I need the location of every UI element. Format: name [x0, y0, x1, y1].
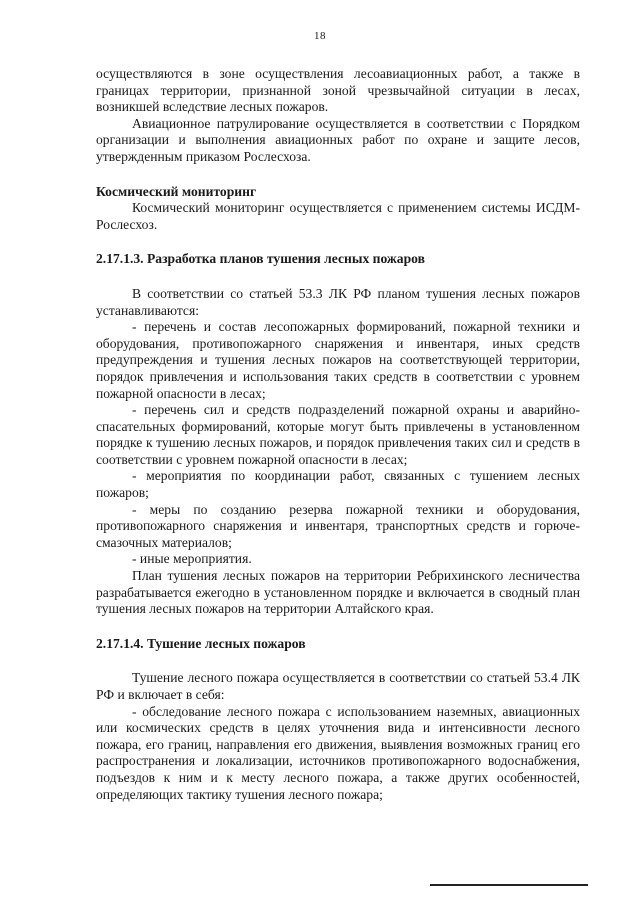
- list-item: - меры по созданию резерва пожарной техники и оборудования, противопожарного снаряжения и инвентаря, транспортных средств и горюче-смазочных материалов;: [96, 501, 580, 550]
- list-item: - иные мероприятия.: [132, 551, 252, 567]
- heading-space-monitoring: Космический мониторинг: [96, 183, 257, 199]
- page-number: 18: [314, 30, 326, 42]
- paragraph-plans-intro: В соответствии со статьей 53.3 ЛК РФ планом тушения лесных пожаров устанавливаются:: [96, 285, 580, 318]
- list-item: - перечень сил и средств подразделений пожарной охраны и аварийно-спасательных формирований, которые могут быть привлечены в установленном порядке к тушению лесных пожаров, и порядок привлечения таких сил и средств в соответствии с уровнем пожарной опасности в лесах;: [96, 402, 580, 467]
- list-item: - обследование лесного пожара с использованием наземных, авиационных или космических средств в целях уточнения вида и интенсивности лесного пожара, его границ, направления его движения, выявления возможных границ его распространения и локализации, источников противопожарного водоснабжения, подъездов к ним и к месту лесного пожара, а также других особенностей, определяющих тактику тушения лесного пожара;: [96, 703, 580, 802]
- list-item: - мероприятия по координации работ, связанных с тушением лесных пожаров;: [96, 468, 580, 501]
- heading-fire-suppression: 2.17.1.4. Тушение лесных пожаров: [96, 635, 306, 651]
- document-body: [96, 66, 580, 803]
- heading-fire-plans: 2.17.1.3. Разработка планов тушения лесных пожаров: [96, 251, 425, 267]
- paragraph-patrol-zone: осуществляются в зоне осуществления лесоавиационных работ, а также в границах территории, признанной зоной чрезвычайной ситуации в лесах, возникшей вследствие лесных пожаров.: [96, 66, 580, 115]
- paragraph-aviation-patrol: Авиационное патрулирование осуществляется в соответствии с Порядком организации и выполнения авиационных работ по охране и защите лесов, утвержденным приказом Рослесхоза.: [96, 115, 580, 164]
- paragraph-suppression-intro: Тушение лесного пожара осуществляется в соответствии со статьей 53.4 ЛК РФ и включает в себя:: [96, 670, 580, 702]
- footer-rule: [430, 884, 588, 886]
- paragraph-plan-rebrikha: План тушения лесных пожаров на территории Ребрихинского лесничества разрабатывается ежегодно в установленном порядке и включается в сводный план тушения лесных пожаров на территории Алтайского края.: [96, 568, 580, 617]
- paragraph-space-monitoring: Космический мониторинг осуществляется с применением системы ИСДМ-Рослесхоз.: [96, 200, 580, 232]
- list-item: - перечень и состав лесопожарных формирований, пожарной техники и оборудования, противопожарного снаряжения и инвентаря, иных средств предупреждения и тушения лесных пожаров на соответствующей территории, порядок привлечения и использования таких средств в соответствии с уровнем пожарной опасности в лесах;: [96, 319, 580, 401]
